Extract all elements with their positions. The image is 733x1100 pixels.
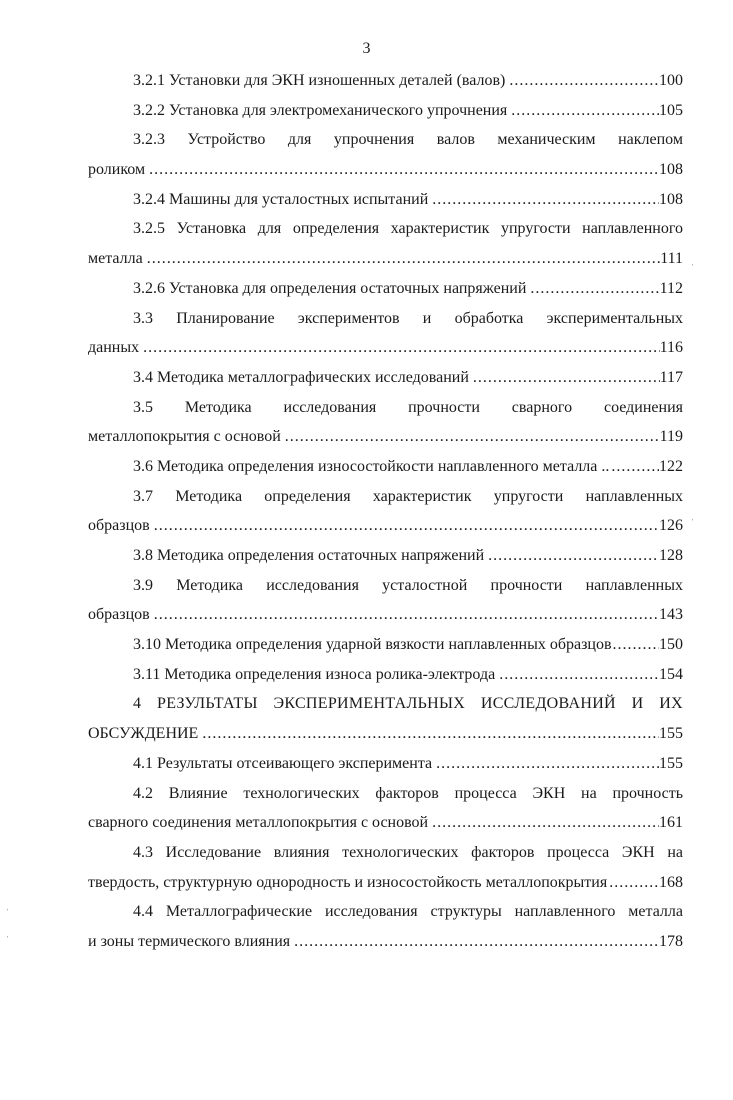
toc-page-number: 100 (659, 72, 683, 89)
toc-entry-title: 3.2.4 Машины для усталостных испытаний (133, 190, 429, 208)
toc-entry-3-9-line2[interactable] (88, 600, 683, 630)
dot-leader (495, 660, 659, 690)
toc-page-number: 155 (659, 754, 683, 772)
toc-entry-3-2-2[interactable] (88, 96, 683, 126)
scan-speck: ˈ (6, 935, 10, 946)
toc-entry-3-3-line1[interactable]: 3.3 Планирование экспериментов и обработка экспериментальных (133, 309, 683, 327)
dot-leader (507, 96, 659, 126)
dot-leader (290, 927, 659, 957)
toc-entry-3-11[interactable] (88, 660, 683, 690)
toc-entry-4-3-line1[interactable]: 4.3 Исследование влияния технологических факторов процесса ЭКН на (133, 843, 683, 861)
dot-leader (432, 749, 659, 779)
toc-entry-3-5-line1[interactable]: 3.5 Методика исследования прочности сварного соединения (133, 398, 683, 416)
toc-entry-3-8[interactable] (88, 541, 683, 571)
dot-leader (281, 422, 660, 452)
toc-page-number: 111 (660, 250, 683, 268)
toc-page-number: 154 (659, 665, 683, 683)
dot-leader (428, 808, 659, 838)
dot-leader (145, 155, 659, 185)
toc-entry-3-3-line2[interactable] (88, 333, 683, 363)
toc-page-number: 126 (659, 517, 683, 535)
dot-leader (612, 630, 659, 660)
dot-leader (150, 511, 659, 541)
toc-entry-title: сварного соединения металлопокрытия с основой (88, 814, 429, 832)
toc-entry-4-2-line2[interactable] (88, 808, 683, 838)
toc-page-number: 122 (659, 457, 683, 475)
toc-page-number: 117 (659, 368, 683, 386)
toc-entry-3-2-4[interactable] (88, 185, 683, 215)
toc-entry-title: 3.11 Методика определения износа ролика-электрода (133, 665, 496, 683)
dot-leader (428, 185, 659, 215)
toc-page-number: 105 (659, 101, 683, 119)
toc-entry-title: роликом (88, 161, 146, 179)
toc-entry-title: образцов (88, 606, 150, 624)
dot-leader (526, 274, 659, 304)
dot-leader (484, 541, 659, 571)
dot-leader (143, 244, 660, 274)
toc-page-number: 150 (659, 636, 683, 654)
toc-entry-title: ОБСУЖДЕНИЕ (88, 725, 199, 743)
toc-entry-3-2-3-line2[interactable] (88, 155, 683, 185)
scan-speck: ˌ (691, 255, 695, 266)
toc-entry-4-4-line2[interactable] (88, 927, 683, 957)
toc-entry-title: 3.4 Методика металлографических исследований (133, 368, 469, 386)
toc-entry-3-5-line2[interactable] (88, 422, 683, 452)
toc-entry-4-3-line2[interactable] (88, 868, 683, 898)
scan-speck: ˌ (691, 510, 695, 521)
toc-page-number: 178 (659, 932, 683, 950)
dot-leader (198, 719, 659, 749)
toc-entry-title: металлопокрытия с основой (88, 428, 281, 446)
toc-entry-4-line1[interactable]: 4 РЕЗУЛЬТАТЫ ЭКСПЕРИМЕНТАЛЬНЫХ ИССЛЕДОВАНИЙ И ИХ (133, 695, 683, 713)
toc-page-number: 119 (659, 428, 683, 446)
dot-leader (150, 600, 659, 630)
toc-entry-3-7-line2[interactable] (88, 511, 683, 541)
toc-entry-3-2-5-line1[interactable]: 3.2.5 Установка для определения характеристик упругости наплавленного (133, 220, 683, 238)
toc-entry-3-9-line1[interactable]: 3.9 Методика исследования усталостной прочности наплавленных (133, 576, 683, 594)
toc-entry-3-7-line1[interactable]: 3.7 Методика определения характеристик упругости наплавленных (133, 487, 683, 505)
toc-entry-3-2-6[interactable] (88, 274, 683, 304)
dot-leader (607, 868, 659, 898)
toc-entry-title: твердость, структурную однородность и износостойкость металлопокрытия (88, 873, 608, 891)
toc-entry-4-1[interactable] (88, 749, 683, 779)
toc-page-number: 168 (659, 873, 683, 891)
toc-entry-title: 3.2.6 Установка для определения остаточных напряжений (133, 279, 527, 297)
toc-entry-title: 3.2.1 Установки для ЭКН изношенных деталей (валов) (133, 72, 506, 89)
toc-page-number: 155 (659, 725, 683, 743)
table-of-contents (88, 66, 683, 957)
toc-entry-title: данных (88, 339, 140, 357)
toc-page-number: 128 (659, 547, 683, 564)
toc-page-number: 143 (659, 606, 683, 624)
toc-entry-title: 3.6 Методика определения износостойкости наплавленного металла .. (133, 457, 610, 475)
toc-entry-3-2-3-line1[interactable]: 3.2.3 Устройство для упрочнения валов механическим наклепом (133, 131, 683, 149)
toc-entry-title: 4.1 Результаты отсеивающего эксперимента (133, 754, 433, 772)
toc-page-number: 161 (659, 814, 683, 832)
dot-leader (139, 333, 659, 363)
toc-page-number: 112 (659, 279, 683, 297)
toc-page-number: 116 (659, 339, 683, 357)
toc-entry-4-4-line1[interactable]: 4.4 Металлографические исследования структуры наплавленного металла (133, 903, 683, 921)
toc-entry-3-6[interactable] (88, 452, 683, 482)
toc-page-number: 108 (659, 190, 683, 208)
dot-leader (609, 452, 659, 482)
toc-entry-4-line2[interactable] (88, 719, 683, 749)
toc-entry-title: 3.10 Методика определения ударной вязкости наплавленных образцов (133, 636, 612, 654)
dot-leader (505, 66, 659, 96)
scan-speck: ˈ (6, 908, 10, 919)
dot-leader (469, 363, 660, 393)
toc-entry-title: металла (88, 250, 143, 268)
toc-entry-title: 3.2.2 Установка для электромеханического упрочнения (133, 101, 508, 119)
toc-page-number: 108 (659, 161, 683, 179)
toc-entry-4-2-line1[interactable]: 4.2 Влияние технологических факторов процесса ЭКН на прочность (133, 784, 683, 802)
toc-entry-3-4[interactable] (88, 363, 683, 393)
toc-entry-title: 3.8 Методика определения остаточных напряжений (133, 547, 485, 564)
toc-entry-title: образцов (88, 517, 150, 535)
toc-entry-3-2-1[interactable] (88, 66, 683, 96)
toc-entry-3-10[interactable] (88, 630, 683, 660)
toc-entry-3-2-5-line2[interactable] (88, 244, 683, 274)
toc-entry-title: и зоны термического влияния (88, 932, 291, 950)
page-number: 3 (362, 40, 371, 57)
